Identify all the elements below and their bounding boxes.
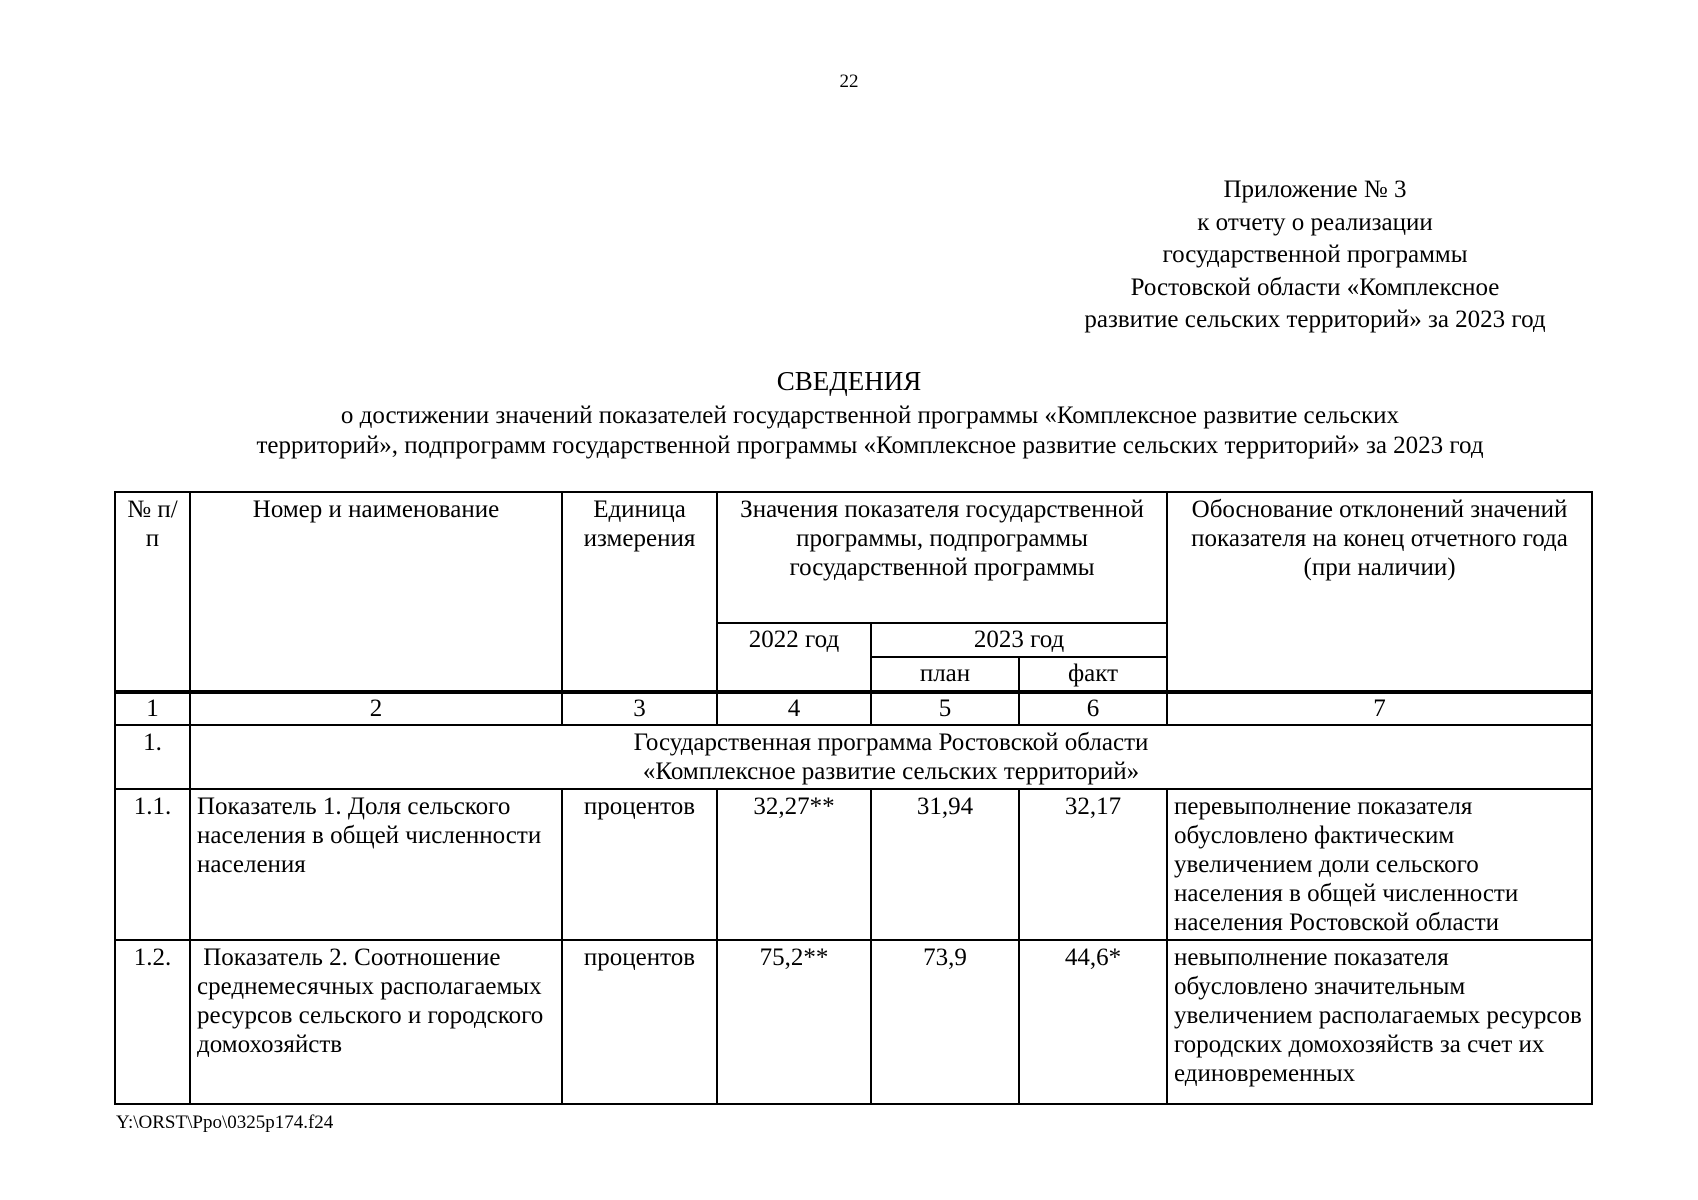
appendix-line: к отчету о реализации bbox=[1197, 208, 1433, 236]
row-name: Показатель 2. Соотношение среднемесячных располагаемых ресурсов сельского и городского домохозяйств bbox=[190, 940, 562, 1104]
row-value-2022: 32,27** bbox=[717, 789, 871, 940]
indicators-table bbox=[114, 491, 1593, 1105]
appendix-line: государственной программы bbox=[1162, 241, 1468, 268]
appendix-line: развитие сельских территорий» за 2023 год bbox=[1084, 306, 1546, 333]
header-name: Номер и наименование bbox=[190, 492, 562, 692]
row-num: 1.1. bbox=[115, 789, 190, 940]
document-title: СВЕДЕНИЯ bbox=[776, 366, 922, 396]
header-fact: факт bbox=[1019, 657, 1167, 692]
header-year-2022: 2022 год bbox=[717, 623, 871, 692]
column-numbers-row bbox=[115, 692, 1592, 725]
page-number: 22 bbox=[839, 71, 859, 92]
section-title bbox=[190, 725, 1592, 789]
row-value-plan: 73,9 bbox=[871, 940, 1019, 1104]
row-unit: процентов bbox=[562, 940, 717, 1104]
row-name: Показатель 1. Доля сельского населения в общей численности населения bbox=[190, 789, 562, 940]
section-row bbox=[115, 725, 1592, 789]
row-reason: перевыполнение показателя обусловлено фактическим увеличением доли сельского населения в общей численности населения Ростовской области bbox=[1167, 789, 1592, 940]
column-number: 4 bbox=[717, 692, 871, 725]
header-plan: план bbox=[871, 657, 1019, 692]
table-row bbox=[115, 789, 1592, 940]
column-number: 7 bbox=[1167, 692, 1592, 725]
section-num: 1. bbox=[115, 725, 190, 789]
row-reason: невыполнение показателя обусловлено значительным увеличением располагаемых ресурсов городских домохозяйств за счет их единовременных bbox=[1167, 940, 1592, 1104]
row-num: 1.2. bbox=[115, 940, 190, 1104]
header-unit: Единица измерения bbox=[562, 492, 717, 692]
appendix-block bbox=[1045, 174, 1585, 337]
header-year-2023: 2023 год bbox=[871, 623, 1167, 657]
appendix-line: Ростовской области «Комплексное bbox=[1130, 273, 1500, 301]
subtitle-line-1: о достижении значений показателей государственной программы «Комплексное развитие сельских bbox=[340, 402, 1400, 429]
subtitle-line-2: территорий», подпрограмм государственной программы «Комплексное развитие сельских территорий» за 2023 год bbox=[256, 432, 1484, 459]
row-value-2022: 75,2** bbox=[717, 940, 871, 1104]
column-number: 3 bbox=[562, 692, 717, 725]
row-unit: процентов bbox=[562, 789, 717, 940]
section-title-line-2: «Комплексное развитие сельских территорий» bbox=[642, 758, 1140, 785]
header-values: Значения показателя государственной программы, подпрограммы государственной программы bbox=[717, 492, 1167, 623]
table-row bbox=[115, 940, 1592, 1104]
row-value-fact: 32,17 bbox=[1019, 789, 1167, 940]
column-number: 2 bbox=[190, 692, 562, 725]
section-title-line-1: Государственная программа Ростовской области bbox=[633, 729, 1149, 756]
header-num: № п/п bbox=[115, 492, 190, 692]
column-number: 6 bbox=[1019, 692, 1167, 725]
appendix-line: Приложение № 3 bbox=[1223, 176, 1407, 203]
document-subtitle bbox=[140, 401, 1600, 461]
header-reason: Обоснование отклонений значений показателя на конец отчетного года (при наличии) bbox=[1167, 492, 1592, 692]
row-value-fact: 44,6* bbox=[1019, 940, 1167, 1104]
column-number: 1 bbox=[115, 692, 190, 725]
header-row bbox=[115, 492, 1592, 623]
row-value-plan: 31,94 bbox=[871, 789, 1019, 940]
file-path-footer: Y:\ORST\Ppo\0325p174.f24 bbox=[116, 1112, 334, 1133]
column-number: 5 bbox=[871, 692, 1019, 725]
